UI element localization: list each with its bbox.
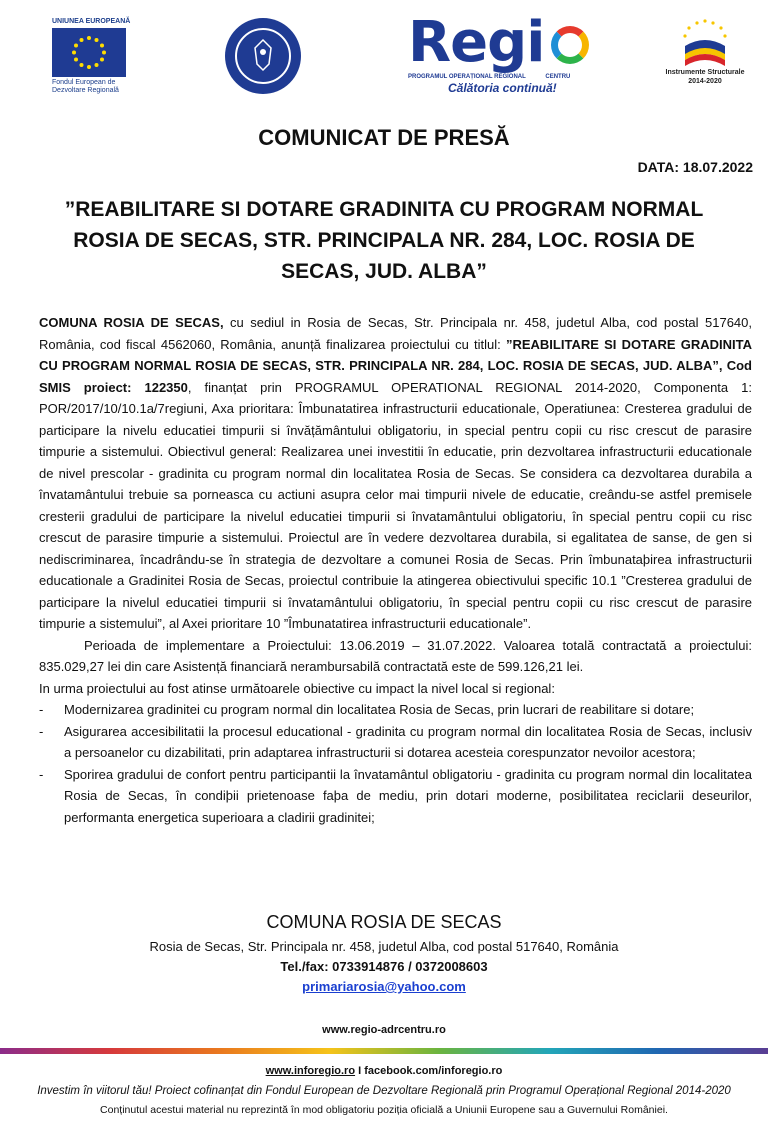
regio-program [408,74,598,81]
objective-text: Sporirea gradului de confort pentru participantii la învatamântul obligatoriu - gradinita cu program normal din localitatea Rosia de Secas, în condiþii prietenoase faþa de mediu, prin dotari moderne, posibilitatea reciclarii deseurilor, performanta energetica superioara a cladirii gradinitei; [64,766,752,825]
footer-links [0,1065,768,1077]
objectives-list [39,699,752,828]
press-release-heading: COMUNICAT DE PRESĂ [258,125,510,150]
regio-website[interactable]: www.regio-adrcentru.ro [322,1024,446,1036]
funding-statement: Investim în viitorul tău! Proiect cofinanțat din Fondul European de Dezvoltare Regională prin Programul Operațional Regional 2014-2020 [37,1085,731,1097]
release-date: DATA: 18.07.2022 [637,159,753,175]
phone-fax: Tel./fax: 0733914876 / 0372008603 [280,959,488,974]
regio-wordmark: Regi [408,10,545,75]
objective-text: Asigurarea accesibilitatii la procesul educational - gradinita cu program normal din localitatea Rosia de Secas, inclusiv a persoanelor cu dizabilitati, prin adaptarea infrastructurii si dotarea acesteia corespunzator nevoilor acestora; [64,723,752,760]
eu-subcaption: Fondul European de Dezvoltare Regională [52,79,119,94]
facebook-link[interactable]: facebook.com/inforegio.ro [364,1065,503,1077]
organization-address: Rosia de Secas, Str. Principala nr. 458, judetul Alba, cod postal 517640, România [149,939,619,954]
eu-logo [52,18,132,95]
objective-text: Modernizarea gradinitei cu program normal din localitatea Rosia de Secas, prin lucrari de reabilitare si dotare; [64,702,695,717]
implementation-paragraph: Perioada de implementare a Proiectului: 13.06.2019 – 31.07.2022. Valoarea totală contractată a proiectului: 835.029,27 lei din care Asistență financiară nerambursabilă contractată este de 599.126,21 lei. [39,637,752,674]
list-dash: - [39,766,44,782]
list-item [39,764,752,829]
logo-bar [0,12,768,102]
government-seal-logo [225,18,301,94]
contact-block [0,937,768,997]
list-dash: - [39,702,44,717]
disclaimer: Conținutul acestui material nu reprezintă în mod obligatoriu poziția oficială a Uniunii Europene sau a Guvernului României. [100,1104,668,1116]
eu-caption: UNIUNEA EUROPEANĂ [52,18,131,25]
project-title: ”REABILITARE SI DOTARE GRADINITA CU PROGRAM NORMAL ROSIA DE SECAS, STR. PRINCIPALA NR. 284, LOC. ROSIA DE SECAS, JUD. ALBA” [64,198,704,283]
list-dash: - [39,723,44,739]
document-body [39,312,752,828]
structural-instruments-logo [660,16,750,86]
intro-text-2: , finanțat prin PROGRAMUL OPERATIONAL REGIONAL 2014-2020, Componenta 1: POR/2017/10/10.1a/7regiuni, Axa prioritara: Îmbunatatirea infrastructurii educationale, Operatiunea: Cresterea gradului de participare la nivelu educatiei timpurii si învățământului obligatoriu, in special pentru copii cu risc crescut de parasire timpurie a sistemului. Obiectivul general: Realizarea unei investitii în educatie, prin dezvoltarea infrastructurii educationale de nivel prescolar - gradinita cu program normal din localitatea Rosia de Secas. Se considera ca dezvoltarea durabila a învatamântului trebuie sa porneasca cu actiuni asupra celor mai timpurii nivele de educatie, creându-se astfel premisele cresterii gradului de participare la nivelul educatiei timpurii si învatamântului obligatoriu, în special pentru copii cu risc crescut de parasire timpurie a sistemului. Proiectul are în vedere dezvoltarea durabila, si egalitatea de sanse, de gen si nediscriminarea, încadrându-se în strategia de dezvoltare a comunei Rosia de Secas. Prin îmbunataþirea infrastructurii educationale a Gradinitei Rosia de Secas, proiectul contribuie la atingerea obiectivului specific 10.1 ”Cresterea gradului de participare la nivelul educatiei timpurii si învatamântului obligatoriu, în special pentru copii cu risc crescut de parasire timpurie a sistemului”, al Axei prioritare 10 ”Îmbunatatirea infrastructurii educationale”. [39,379,753,631]
list-item [39,699,752,721]
footer-separator: I [355,1065,365,1077]
regio-centru-text: CENTRU [545,74,571,80]
stars-flag-icon [675,16,735,68]
intro-text-1: cu sediul in Rosia de Secas, Str. Principala nr. 458, judetul Alba, cod postal 517640, România, cod fiscal 4562060, România, anunță finalizarea proiectului cu titlul: [39,315,753,352]
organization-name: COMUNA ROSIA DE SECAS [266,912,502,932]
regio-logo [408,10,598,100]
color-bar [0,1048,768,1054]
project-title-inline: ”REABILITARE SI DOTARE GRADINITA CU PROGRAM NORMAL ROSIA DE SECAS, STR. PRINCIPALA NR. 284, LOC. ROSIA DE SECAS, JUD. ALBA”, Cod SMIS proiect: 122350 [39,336,752,395]
regio-ring-icon [551,26,589,64]
objectives-intro: In urma proiectului au fost atinse următoarele obiective cu impact la nivel local si regional: [39,680,555,696]
regio-program-text: PROGRAMUL OPERAȚIONAL REGIONAL [408,74,526,80]
list-item [39,721,752,764]
applicant-name: COMUNA ROSIA DE SECAS, [39,315,224,330]
regio-tagline: Călătoria continuă! [448,81,557,95]
is-years: 2014-2020 [688,78,722,85]
email-link[interactable]: primariarosia@yahoo.com [302,979,466,994]
intro-paragraph [39,312,752,635]
coat-of-arms-icon [235,28,291,84]
eu-flag-icon [52,28,126,77]
inforegio-link[interactable]: www.inforegio.ro [265,1065,356,1077]
is-caption: Instrumente Structurale [665,69,745,76]
